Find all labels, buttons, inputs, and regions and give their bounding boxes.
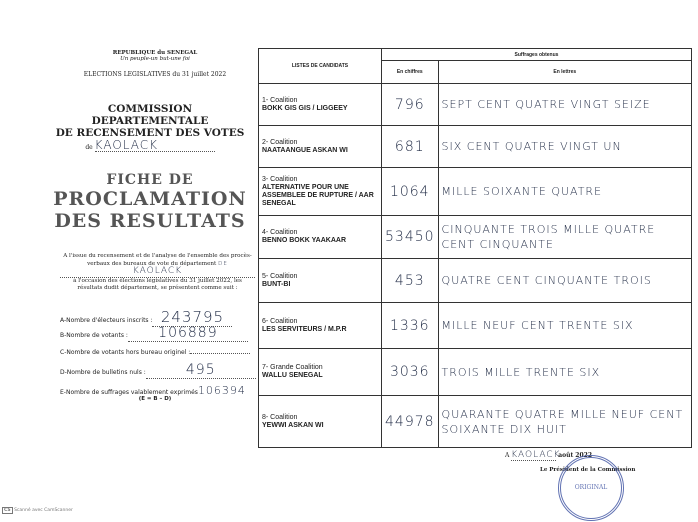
commission-title: COMMISSION DEPARTEMENTALE DE RECENSEMENT DES VOTES de KAOLACK bbox=[55, 103, 245, 152]
votes-words: QUARANTE QUATRE MILLE NEUF CENT SOIXANTE DIX HUIT bbox=[438, 396, 691, 448]
table-row bbox=[259, 303, 692, 349]
header-lists: LISTES DE CANDIDATS bbox=[259, 49, 382, 84]
votes-words: QUATRE CENT CINQUANTE TROIS bbox=[438, 259, 691, 303]
header-suffrages: Suffrages obtenus bbox=[382, 49, 692, 61]
table-row bbox=[259, 126, 692, 168]
votes-words: CINQUANTE TROIS MILLE QUATRE CENT CINQUANTE bbox=[438, 216, 691, 259]
table-row bbox=[259, 396, 692, 448]
candidate-list: 7- Grande Coalition WALLU SENEGAL bbox=[259, 349, 382, 396]
official-stamp: ORIGINAL bbox=[558, 455, 624, 521]
header-lettres: En lettres bbox=[438, 61, 691, 84]
field-nuls: D-Nombre de bulletins nuls : 495 bbox=[60, 362, 256, 379]
department-name: KAOLACK bbox=[95, 139, 215, 152]
votes-figures: 1336 bbox=[382, 303, 439, 349]
formula: (E = B – D) bbox=[138, 396, 172, 402]
votes-figures: 453 bbox=[382, 259, 439, 303]
field-inscrits: A-Nombre d'électeurs inscrits : 243795 bbox=[60, 308, 232, 327]
candidate-list: 5- Coalition BUNT-BI bbox=[259, 259, 382, 303]
votes-figures: 796 bbox=[382, 84, 439, 126]
elections-title: ELECTIONS LEGISLATIVES du 31 juillet 2022 bbox=[83, 71, 227, 78]
candidate-list: 6- Coalition LES SERVITEURS / M.P.R bbox=[259, 303, 382, 349]
intro-text: A l'issue du recensement et de l'analyse de l'ensemble des procès-verbaux des bureaux de vote du département DE KAOLACK à l'occasion des élections législatives du 31 juillet 2022, les résultats dudit département, se présentent comme suit : bbox=[60, 253, 255, 293]
republic-header: REPUBLIQUE du SENEGAL Un peuple-un but-une foi bbox=[112, 50, 198, 62]
votes-words: TROIS MILLE TRENTE SIX bbox=[438, 349, 691, 396]
table-row bbox=[259, 349, 692, 396]
votes-figures: 53450 bbox=[382, 216, 439, 259]
field-votants: B-Nombre de votants : 106889 bbox=[60, 325, 248, 342]
field-hors-bureau: C-Nombre de votants hors bureau originel : bbox=[60, 349, 250, 356]
votes-words: SEPT CENT QUATRE VINGT SEIZE bbox=[438, 84, 691, 126]
votes-words: MILLE SOIXANTE QUATRE bbox=[438, 168, 691, 216]
table-row bbox=[259, 84, 692, 126]
header-chiffres: En chiffres bbox=[382, 61, 439, 84]
scanner-watermark: CS Scanné avec CamScanner bbox=[4, 508, 73, 513]
votes-words: MILLE NEUF CENT TRENTE SIX bbox=[438, 303, 691, 349]
fiche-title: FICHE DE PROCLAMATION DES RESULTATS bbox=[53, 172, 247, 232]
president-label: Le Président de la Commission bbox=[540, 467, 636, 473]
footer-date: A KAOLACK août 2022 bbox=[505, 450, 592, 460]
votes-words: SIX CENT QUATRE VINGT UN bbox=[438, 126, 691, 168]
candidate-list: 8- Coalition YEWWI ASKAN WI bbox=[259, 396, 382, 448]
candidate-list: 4- Coalition BENNO BOKK YAAKAAR bbox=[259, 216, 382, 259]
field-exprimes: E-Nombre de suffrages valablement exprimés106394 bbox=[60, 384, 246, 397]
table-row bbox=[259, 168, 692, 216]
candidate-list: 3- Coalition ALTERNATIVE POUR UNE ASSEMBLEE DE RUPTURE / AAR SENEGAL bbox=[259, 168, 382, 216]
table-row bbox=[259, 216, 692, 259]
candidate-list: 2- Coalition NAATAANGUE ASKAN WI bbox=[259, 126, 382, 168]
votes-figures: 1064 bbox=[382, 168, 439, 216]
candidate-list: 1- Coalition BOKK GIS GIS / LIGGEEY bbox=[259, 84, 382, 126]
votes-figures: 44978 bbox=[382, 396, 439, 448]
results-table bbox=[258, 48, 692, 448]
table-row bbox=[259, 259, 692, 303]
votes-figures: 681 bbox=[382, 126, 439, 168]
votes-figures: 3036 bbox=[382, 349, 439, 396]
